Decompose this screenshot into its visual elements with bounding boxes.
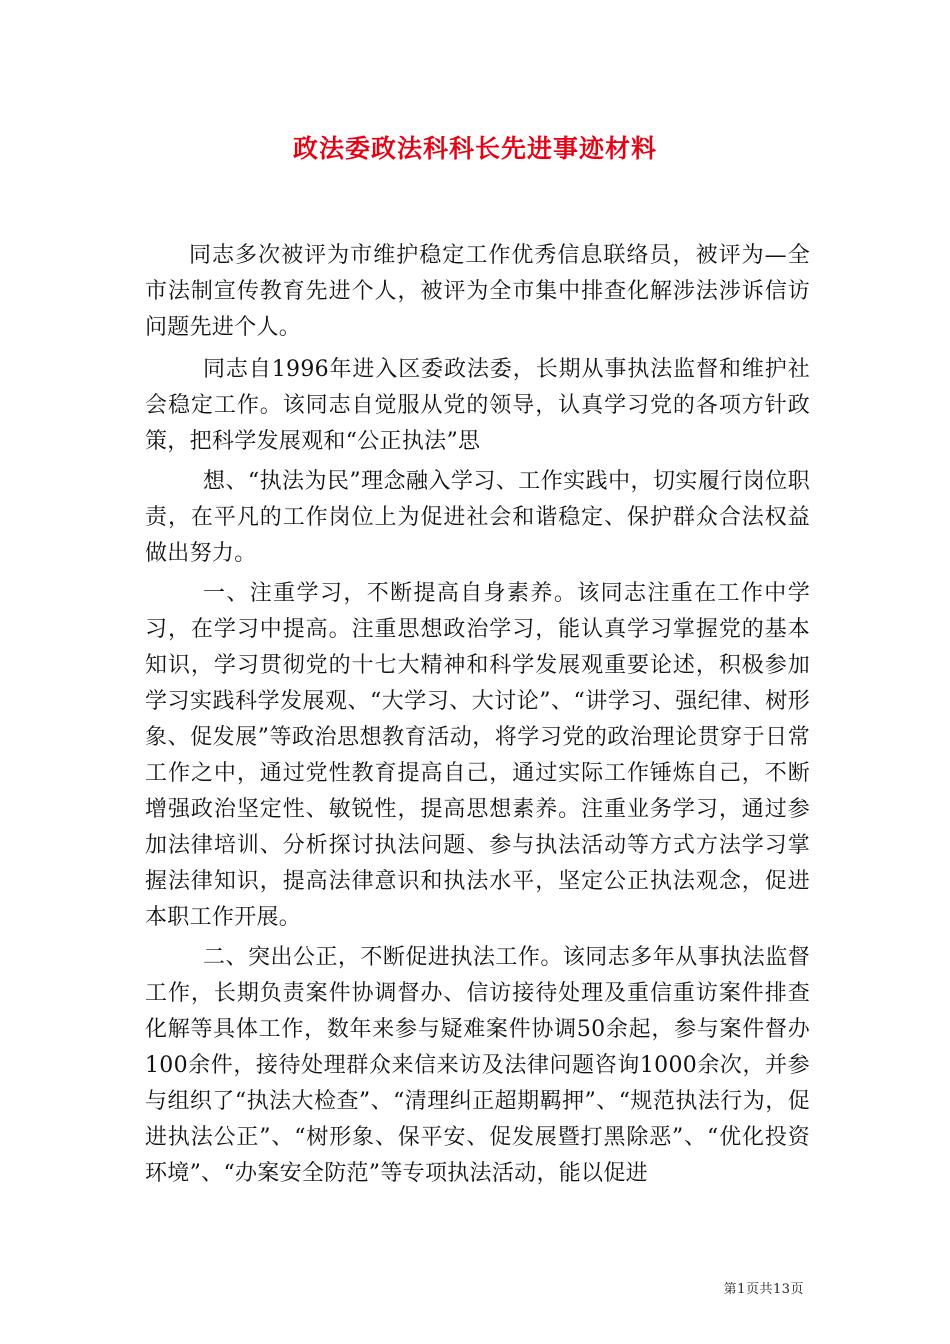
paragraph-career-continued: 想、“执法为民”理念融入学习、工作实践中，切实履行岗位职责，在平凡的工作岗位上为促进社会和谐稳定、保护群众合法权益做出努力。 (145, 469, 810, 566)
paragraph-honors: 同志多次被评为市维护稳定工作优秀信息联络员，被评为—全市法制宣传教育先进个人，被评为全市集中排查化解涉法涉诉信访问题先进个人。 (145, 243, 810, 340)
paragraph-career: 同志自1996年进入区委政法委，长期从事执法监督和维护社会稳定工作。该同志自觉服从党的领导，认真学习党的各项方针政策，把科学发展观和“公正执法”思 (145, 357, 810, 454)
paragraph-section-two: 二、突出公正，不断促进执法工作。该同志多年从事执法监督工作，长期负责案件协调督办、信访接待处理及重信重访案件排查化解等具体工作，数年来参与疑难案件协调50余起，参与案件督办100余件，接待处理群众来信来访及法律问题咨询1000余次，并参与组织了“执法大检查”、“清理纠正超期羁押”、“规范执法行为，促进执法公正”、“树形象、保平安、促发展暨打黑除恶”、“优化投资环境”、“办案安全防范”等专项执法活动，能以促进 (145, 945, 810, 1186)
document-body (145, 238, 810, 1192)
document-title: 政法委政法科科长先进事迹材料 (292, 134, 657, 163)
paragraph-section-one: 一、注重学习，不断提高自身素养。该同志注重在工作中学习，在学习中提高。注重思想政治学习，能认真学习掌握党的基本知识，学习贯彻党的十七大精神和科学发展观重要论述，积极参加学习实践科学发展观、“大学习、大讨论”、“讲学习、强纪律、树形象、促发展”等政治思想教育活动，将学习党的政治理论贯穿于日常工作之中，通过党性教育提高自己，通过实际工作锤炼自己，不断增强政治坚定性、敏锐性，提高思想素养。注重业务学习，通过参加法律培训、分析探讨执法问题、参与执法活动等方式方法学习掌握法律知识，提高法律意识和执法水平，坚定公正执法观念，促进本职工作开展。 (145, 581, 810, 930)
page-number-footer: 第1页共13页 (723, 1282, 804, 1297)
